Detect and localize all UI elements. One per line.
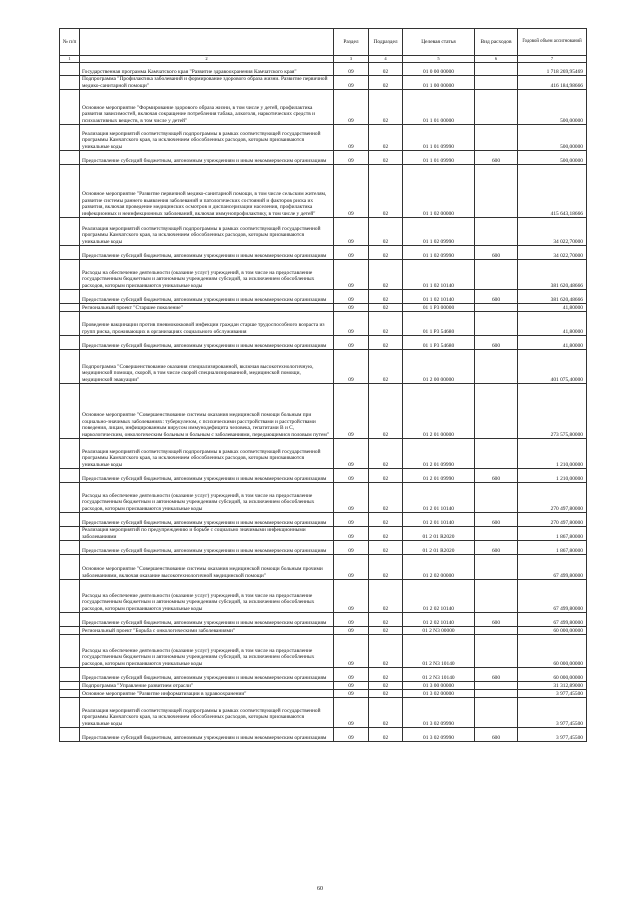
table-body <box>60 63 587 742</box>
row-target-article-cell: 01 1 01 00000 <box>403 90 475 125</box>
row-expense-type-cell <box>475 312 518 336</box>
row-razdel-cell: 09 <box>334 635 369 668</box>
row-razdel-cell: 09 <box>334 312 369 336</box>
row-amount-cell: 3 977,45500 <box>518 690 587 698</box>
row-amount-cell: 67 499,80000 <box>518 580 587 613</box>
row-target-article-cell: 01 1 01 09990 <box>403 151 475 165</box>
row-expense-type-cell <box>475 580 518 613</box>
row-target-article-cell: 01 1 02 10140 <box>403 260 475 290</box>
row-razdel-cell: 09 <box>334 580 369 613</box>
row-podrazdel-cell: 02 <box>369 125 403 151</box>
header-annual-volume: Годовой объем ассигнований <box>518 29 587 56</box>
row-name-cell: Реализация мероприятий соответствующей подпрограммы в рамках соответствующей государственной программы Камчатского края, за исключением обособленных расходов, которым присваиваются уникальные коды <box>80 218 334 246</box>
row-target-article-cell: 01 0 00 00000 <box>403 63 475 76</box>
row-expense-type-cell <box>475 698 518 728</box>
row-podrazdel-cell: 02 <box>369 439 403 469</box>
row-amount-cell: 500,00000 <box>518 125 587 151</box>
row-target-article-cell: 01 3 02 00000 <box>403 690 475 698</box>
row-number-cell <box>60 555 80 580</box>
row-razdel-cell: 09 <box>334 90 369 125</box>
row-number-cell <box>60 627 80 635</box>
column-index: 7 <box>518 56 587 63</box>
header-target-article: Целевая статья <box>403 29 475 56</box>
page-number: 60 <box>317 886 323 892</box>
row-name-cell: Основное мероприятие "Формирование здорового образа жизни, в том числе у детей, профилактика развития зависимостей, включая сокращение потребления табака, алкоголя, наркотических средств и психоактивных веществ, в том числе у детей" <box>80 90 334 125</box>
row-name-cell: Региональный проект "Старшее поколение" <box>80 304 334 312</box>
row-name-cell: Региональный проект "Борьба с онкологическими заболеваниями" <box>80 627 334 635</box>
table-row <box>60 290 587 304</box>
row-expense-type-cell: 600 <box>475 613 518 627</box>
row-name-cell: Предоставление субсидий бюджетным, автономным учреждениям и иным некоммерческим организациям <box>80 469 334 483</box>
row-expense-type-cell <box>475 350 518 384</box>
row-target-article-cell: 01 2 01 10140 <box>403 483 475 513</box>
row-expense-type-cell <box>475 90 518 125</box>
row-number-cell <box>60 439 80 469</box>
row-number-cell <box>60 483 80 513</box>
row-target-article-cell: 01 2 N3 00000 <box>403 627 475 635</box>
row-amount-cell: 1 718 269,95469 <box>518 63 587 76</box>
table-row <box>60 384 587 439</box>
row-name-cell: Предоставление субсидий бюджетным, автономным учреждениям и иным некоммерческим организациям <box>80 513 334 527</box>
row-podrazdel-cell: 02 <box>369 728 403 742</box>
row-amount-cell: 500,00000 <box>518 90 587 125</box>
table-row <box>60 76 587 90</box>
row-target-article-cell: 01 1 02 10140 <box>403 290 475 304</box>
row-target-article-cell: 01 2 N3 10140 <box>403 635 475 668</box>
row-expense-type-cell <box>475 304 518 312</box>
row-name-cell: Реализация мероприятий соответствующей подпрограммы в рамках соответствующей государственной программы Камчатского края, за исключением обособленных расходов, которым присваиваются уникальные коды <box>80 698 334 728</box>
row-razdel-cell: 09 <box>334 165 369 218</box>
row-number-cell <box>60 541 80 555</box>
row-target-article-cell: 01 2 01 R2020 <box>403 541 475 555</box>
column-index-row <box>60 56 587 63</box>
row-target-article-cell: 01 2 01 00000 <box>403 384 475 439</box>
row-target-article-cell: 01 2 02 00000 <box>403 555 475 580</box>
row-number-cell <box>60 336 80 350</box>
header-podrazdel: Подраздел <box>369 29 403 56</box>
row-amount-cell: 67 499,80000 <box>518 555 587 580</box>
row-podrazdel-cell: 02 <box>369 304 403 312</box>
row-target-article-cell: 01 2 00 00000 <box>403 350 475 384</box>
row-expense-type-cell <box>475 555 518 580</box>
row-target-article-cell: 01 1 02 09990 <box>403 246 475 260</box>
row-razdel-cell: 09 <box>334 384 369 439</box>
row-podrazdel-cell: 02 <box>369 698 403 728</box>
table-row <box>60 580 587 613</box>
row-name-cell: Подпрограмма "Совершенствование оказания специализированной, включая высокотехнологичную, медицинской помощи, скорой, в том числе скорой специализированной, медицинской помощи, медицинской эвакуации" <box>80 350 334 384</box>
table-row <box>60 304 587 312</box>
row-name-cell: Реализация мероприятий соответствующей подпрограммы в рамках соответствующей государственной программы Камчатского края, за исключением обособленных расходов, которым присваиваются уникальные коды <box>80 439 334 469</box>
row-expense-type-cell <box>475 260 518 290</box>
row-number-cell <box>60 682 80 690</box>
row-name-cell: Государственная программа Камчатского края "Развитие здравоохранения Камчатского края" <box>80 63 334 76</box>
row-target-article-cell: 01 1 01 09990 <box>403 125 475 151</box>
row-number-cell <box>60 151 80 165</box>
column-index: 5 <box>403 56 475 63</box>
row-razdel-cell: 09 <box>334 125 369 151</box>
row-number-cell <box>60 698 80 728</box>
row-amount-cell: 34 022,70000 <box>518 246 587 260</box>
row-target-article-cell: 01 2 02 10140 <box>403 580 475 613</box>
row-name-cell: Предоставление субсидий бюджетным, автономным учреждениям и иным некоммерческим организациям <box>80 668 334 682</box>
row-podrazdel-cell: 02 <box>369 527 403 541</box>
table-row <box>60 555 587 580</box>
column-index: 4 <box>369 56 403 63</box>
row-target-article-cell: 01 2 02 10140 <box>403 613 475 627</box>
row-expense-type-cell <box>475 627 518 635</box>
row-amount-cell: 381 620,48666 <box>518 290 587 304</box>
table-row <box>60 728 587 742</box>
row-podrazdel-cell: 02 <box>369 76 403 90</box>
row-expense-type-cell <box>475 635 518 668</box>
table-row <box>60 613 587 627</box>
table-row <box>60 627 587 635</box>
row-amount-cell: 500,00000 <box>518 151 587 165</box>
row-amount-cell: 416 184,98666 <box>518 76 587 90</box>
row-razdel-cell: 09 <box>334 682 369 690</box>
row-name-cell: Предоставление субсидий бюджетным, автономным учреждениям и иным некоммерческим организациям <box>80 613 334 627</box>
header-expense-type: Вид расходов <box>475 29 518 56</box>
row-number-cell <box>60 635 80 668</box>
row-podrazdel-cell: 02 <box>369 246 403 260</box>
table-row <box>60 483 587 513</box>
row-target-article-cell: 01 1 02 00000 <box>403 165 475 218</box>
row-expense-type-cell <box>475 682 518 690</box>
row-amount-cell: 1 867,80000 <box>518 527 587 541</box>
row-razdel-cell: 09 <box>334 76 369 90</box>
row-number-cell <box>60 384 80 439</box>
row-name-cell: Основное мероприятие "Совершенствование системы оказания медицинской помощи больным при социально-значимых заболеваниях: туберкулезом, с психическими расстройствами и расстройствами поведения, лицам, инфицированным вирусом иммунодефицита человека, гепатитами B и C, наркологическим, онкологическим больным и больным с заболеваниями, передающимися половым путем" <box>80 384 334 439</box>
row-expense-type-cell <box>475 483 518 513</box>
row-number-cell <box>60 728 80 742</box>
row-name-cell: Реализация мероприятий соответствующей подпрограммы в рамках соответствующей государственной программы Камчатского края, за исключением обособленных расходов, которым присваиваются уникальные коды <box>80 125 334 151</box>
row-name-cell: Основное мероприятие "Развитие информатизации в здравоохранении" <box>80 690 334 698</box>
row-amount-cell: 401 075,40000 <box>518 350 587 384</box>
row-razdel-cell: 09 <box>334 350 369 384</box>
row-number-cell <box>60 76 80 90</box>
row-expense-type-cell <box>475 384 518 439</box>
column-index: 3 <box>334 56 369 63</box>
row-podrazdel-cell: 02 <box>369 312 403 336</box>
row-razdel-cell: 09 <box>334 304 369 312</box>
row-expense-type-cell <box>475 125 518 151</box>
table-row <box>60 668 587 682</box>
row-podrazdel-cell: 02 <box>369 613 403 627</box>
table-row <box>60 682 587 690</box>
row-number-cell <box>60 613 80 627</box>
row-name-cell: Предоставление субсидий бюджетным, автономным учреждениям и иным некоммерческим организациям <box>80 246 334 260</box>
row-target-article-cell: 01 3 00 00000 <box>403 682 475 690</box>
row-razdel-cell: 09 <box>334 698 369 728</box>
row-razdel-cell: 09 <box>334 469 369 483</box>
row-podrazdel-cell: 02 <box>369 469 403 483</box>
row-name-cell: Основное мероприятие "Развитие первичной медико-санитарной помощи, в том числе сельским жителям, развитие системы раннего выявления заболеваний и патологических состояний и факторов риска их развития, включая проведение медицинских осмотров и диспансеризации населения, профилактика инфекционных и неинфекционных заболеваний, включая иммунопрофилактику, в том числе у детей" <box>80 165 334 218</box>
row-razdel-cell: 09 <box>334 613 369 627</box>
row-expense-type-cell <box>475 165 518 218</box>
table-row <box>60 312 587 336</box>
row-amount-cell: 34 022,70000 <box>518 218 587 246</box>
row-expense-type-cell <box>475 218 518 246</box>
row-razdel-cell: 09 <box>334 668 369 682</box>
row-podrazdel-cell: 02 <box>369 690 403 698</box>
table-row <box>60 218 587 246</box>
row-target-article-cell: 01 1 P3 00000 <box>403 304 475 312</box>
row-expense-type-cell: 600 <box>475 290 518 304</box>
row-number-cell <box>60 218 80 246</box>
row-name-cell: Предоставление субсидий бюджетным, автономным учреждениям и иным некоммерческим организациям <box>80 541 334 555</box>
row-expense-type-cell: 600 <box>475 336 518 350</box>
row-podrazdel-cell: 02 <box>369 336 403 350</box>
row-podrazdel-cell: 02 <box>369 682 403 690</box>
row-name-cell: Расходы на обеспечение деятельности (оказание услуг) учреждений, в том числе на предоставление государственным бюджетным и автономным учреждениям субсидий, за исключением обособленных расходов, которым присваиваются уникальные коды <box>80 483 334 513</box>
row-expense-type-cell: 600 <box>475 728 518 742</box>
row-amount-cell: 1 210,00000 <box>518 439 587 469</box>
row-razdel-cell: 09 <box>334 483 369 513</box>
row-number-cell <box>60 125 80 151</box>
row-podrazdel-cell: 02 <box>369 290 403 304</box>
row-amount-cell: 3 977,45500 <box>518 698 587 728</box>
table-row <box>60 698 587 728</box>
row-number-cell <box>60 668 80 682</box>
row-number-cell <box>60 690 80 698</box>
row-name-cell: Проведение вакцинации против пневмококковой инфекции граждан старше трудоспособного возраста из групп риска, проживающих в организациях социального обслуживания <box>80 312 334 336</box>
row-expense-type-cell: 600 <box>475 469 518 483</box>
row-target-article-cell: 01 1 P3 54680 <box>403 312 475 336</box>
row-expense-type-cell <box>475 63 518 76</box>
row-number-cell <box>60 580 80 613</box>
row-number-cell <box>60 304 80 312</box>
table-row <box>60 336 587 350</box>
row-expense-type-cell: 600 <box>475 151 518 165</box>
row-razdel-cell: 09 <box>334 555 369 580</box>
table-row <box>60 469 587 483</box>
row-target-article-cell: 01 2 N3 10140 <box>403 668 475 682</box>
row-amount-cell: 41,80000 <box>518 336 587 350</box>
header-name <box>80 29 334 56</box>
table-row <box>60 635 587 668</box>
row-podrazdel-cell: 02 <box>369 165 403 218</box>
row-podrazdel-cell: 02 <box>369 63 403 76</box>
row-number-cell <box>60 469 80 483</box>
table-row <box>60 246 587 260</box>
row-amount-cell: 415 643,18666 <box>518 165 587 218</box>
row-podrazdel-cell: 02 <box>369 668 403 682</box>
row-amount-cell: 67 499,80000 <box>518 613 587 627</box>
row-amount-cell: 31 312,89000 <box>518 682 587 690</box>
row-razdel-cell: 09 <box>334 541 369 555</box>
row-name-cell: Предоставление субсидий бюджетным, автономным учреждениям и иным некоммерческим организациям <box>80 728 334 742</box>
column-index: 6 <box>475 56 518 63</box>
row-number-cell <box>60 246 80 260</box>
row-razdel-cell: 09 <box>334 527 369 541</box>
row-number-cell <box>60 312 80 336</box>
row-amount-cell: 3 977,45500 <box>518 728 587 742</box>
row-podrazdel-cell: 02 <box>369 555 403 580</box>
header-razdel: Раздел <box>334 29 369 56</box>
row-podrazdel-cell: 02 <box>369 513 403 527</box>
row-podrazdel-cell: 02 <box>369 218 403 246</box>
row-amount-cell: 1 210,00000 <box>518 469 587 483</box>
row-expense-type-cell <box>475 76 518 90</box>
row-podrazdel-cell: 02 <box>369 350 403 384</box>
row-number-cell <box>60 165 80 218</box>
row-target-article-cell: 01 2 01 R2020 <box>403 527 475 541</box>
row-number-cell <box>60 260 80 290</box>
table-row <box>60 439 587 469</box>
table-row <box>60 527 587 541</box>
row-expense-type-cell <box>475 527 518 541</box>
row-podrazdel-cell: 02 <box>369 90 403 125</box>
row-amount-cell: 1 867,80000 <box>518 541 587 555</box>
row-podrazdel-cell: 02 <box>369 260 403 290</box>
row-expense-type-cell: 600 <box>475 541 518 555</box>
row-target-article-cell: 01 3 02 09990 <box>403 698 475 728</box>
row-expense-type-cell: 600 <box>475 668 518 682</box>
row-razdel-cell: 09 <box>334 627 369 635</box>
row-name-cell: Подпрограмма "Профилактика заболеваний и формирование здорового образа жизни. Развитие первичной медико-санитарной помощи" <box>80 76 334 90</box>
table-row <box>60 151 587 165</box>
column-index: 2 <box>80 56 334 63</box>
table-row <box>60 350 587 384</box>
row-name-cell: Реализация мероприятий по предупреждению и борьбе с социально значимыми инфекционными заболеваниями <box>80 527 334 541</box>
table-row <box>60 541 587 555</box>
row-number-cell <box>60 63 80 76</box>
row-number-cell <box>60 527 80 541</box>
row-name-cell: Подпрограмма "Управление развитием отрасли" <box>80 682 334 690</box>
row-razdel-cell: 09 <box>334 336 369 350</box>
row-name-cell: Предоставление субсидий бюджетным, автономным учреждениям и иным некоммерческим организациям <box>80 290 334 304</box>
row-razdel-cell: 09 <box>334 151 369 165</box>
row-razdel-cell: 09 <box>334 218 369 246</box>
table-row <box>60 63 587 76</box>
row-target-article-cell: 01 2 01 09990 <box>403 439 475 469</box>
row-razdel-cell: 09 <box>334 63 369 76</box>
row-podrazdel-cell: 02 <box>369 541 403 555</box>
row-podrazdel-cell: 02 <box>369 635 403 668</box>
row-razdel-cell: 09 <box>334 290 369 304</box>
row-expense-type-cell: 600 <box>475 513 518 527</box>
table-row <box>60 513 587 527</box>
row-expense-type-cell <box>475 690 518 698</box>
row-amount-cell: 60 000,00000 <box>518 627 587 635</box>
row-razdel-cell: 09 <box>334 513 369 527</box>
table-header-row <box>60 29 587 56</box>
row-expense-type-cell <box>475 439 518 469</box>
table-row <box>60 125 587 151</box>
header-num: № п/п <box>60 29 80 56</box>
row-name-cell: Расходы на обеспечение деятельности (оказание услуг) учреждений, в том числе на предоставление государственным бюджетным и автономным учреждениям субсидий, за исключением обособленных расходов, которым присваиваются уникальные коды <box>80 260 334 290</box>
row-target-article-cell: 01 1 00 00000 <box>403 76 475 90</box>
row-amount-cell: 41,80000 <box>518 312 587 336</box>
table-row <box>60 260 587 290</box>
row-amount-cell: 273 575,80000 <box>518 384 587 439</box>
table-row <box>60 90 587 125</box>
budget-table <box>59 28 587 742</box>
row-target-article-cell: 01 1 02 09990 <box>403 218 475 246</box>
row-amount-cell: 60 000,00000 <box>518 668 587 682</box>
table-row <box>60 165 587 218</box>
row-razdel-cell: 09 <box>334 260 369 290</box>
row-amount-cell: 41,80000 <box>518 304 587 312</box>
row-podrazdel-cell: 02 <box>369 384 403 439</box>
row-target-article-cell: 01 3 02 09990 <box>403 728 475 742</box>
column-index: 1 <box>60 56 80 63</box>
row-number-cell <box>60 90 80 125</box>
row-name-cell: Предоставление субсидий бюджетным, автономным учреждениям и иным некоммерческим организациям <box>80 151 334 165</box>
row-podrazdel-cell: 02 <box>369 580 403 613</box>
row-target-article-cell: 01 1 P3 54680 <box>403 336 475 350</box>
row-razdel-cell: 09 <box>334 246 369 260</box>
row-number-cell <box>60 290 80 304</box>
row-name-cell: Основное мероприятие "Совершенствование системы оказания медицинской помощи больным прочими заболеваниями, включая оказание высокотехнологичной медицинской помощи" <box>80 555 334 580</box>
row-amount-cell: 270 497,80000 <box>518 513 587 527</box>
budget-table-sheet <box>59 28 586 742</box>
row-target-article-cell: 01 2 01 10140 <box>403 513 475 527</box>
row-name-cell: Предоставление субсидий бюджетным, автономным учреждениям и иным некоммерческим организациям <box>80 336 334 350</box>
row-name-cell: Расходы на обеспечение деятельности (оказание услуг) учреждений, в том числе на предоставление государственным бюджетным и автономным учреждениям субсидий, за исключением обособленных расходов, которым присваиваются уникальные коды <box>80 580 334 613</box>
row-target-article-cell: 01 2 01 09990 <box>403 469 475 483</box>
row-amount-cell: 270 497,80000 <box>518 483 587 513</box>
row-number-cell <box>60 513 80 527</box>
row-razdel-cell: 09 <box>334 439 369 469</box>
row-expense-type-cell: 600 <box>475 246 518 260</box>
row-razdel-cell: 09 <box>334 728 369 742</box>
row-amount-cell: 60 000,00000 <box>518 635 587 668</box>
table-row <box>60 690 587 698</box>
row-amount-cell: 381 620,48666 <box>518 260 587 290</box>
row-podrazdel-cell: 02 <box>369 627 403 635</box>
row-name-cell: Расходы на обеспечение деятельности (оказание услуг) учреждений, в том числе на предоставление государственным бюджетным и автономным учреждениям субсидий, за исключением обособленных расходов, которым присваиваются уникальные коды <box>80 635 334 668</box>
row-razdel-cell: 09 <box>334 690 369 698</box>
row-number-cell <box>60 350 80 384</box>
row-podrazdel-cell: 02 <box>369 483 403 513</box>
row-podrazdel-cell: 02 <box>369 151 403 165</box>
